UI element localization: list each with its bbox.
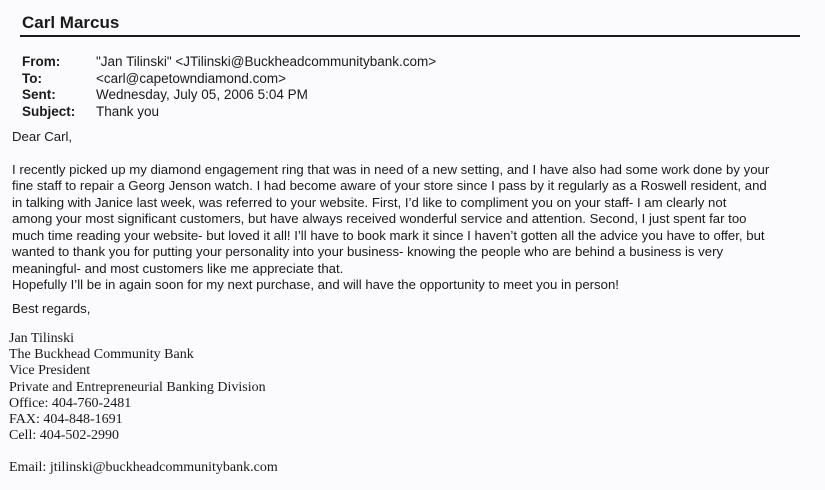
signature-division: Private and Entrepreneurial Banking Division [9, 379, 266, 395]
paragraph-line: wanted to thank you for putting your personality into your business- knowing the people who are behind a business is very [12, 244, 724, 259]
paragraph-line: in talking with Janice last week, was referred to your website. First, I’d like to compliment you on your staff- I am clearly not [12, 194, 727, 210]
mailbox-owner-name: Carl Marcus [22, 13, 120, 32]
from-value: "Jan Tilinski" <JTilinski@Buckheadcommunitybank.com> [96, 54, 437, 69]
subject-value: Thank you [96, 103, 160, 119]
email-body [12, 129, 820, 294]
signature-fax: FAX: 404-848-1691 [9, 412, 123, 428]
subject-label: Subject: [22, 103, 76, 119]
to-label: To: [22, 70, 42, 86]
message-paragraph [12, 162, 820, 294]
paragraph-line: I recently picked up my diamond engagement ring that was in need of a new setting, and I have also had some work done by your [12, 161, 770, 177]
from-label: From: [22, 54, 61, 69]
closing: Best regards, [12, 301, 91, 316]
signature-block [9, 331, 266, 444]
signature-title: Vice President [9, 363, 91, 379]
header-divider [20, 35, 800, 37]
signature-office-phone: Office: 404-760-2481 [9, 395, 132, 411]
sent-value: Wednesday, July 05, 2006 5:04 PM [96, 87, 308, 102]
signature-company: The Buckhead Community Bank [9, 347, 194, 363]
signature-name: Jan Tilinski [9, 331, 74, 346]
paragraph-line: meaningful- and most customers like me appreciate that. [12, 260, 344, 276]
signature-email: Email: jtilinski@buckheadcommunitybank.com [9, 460, 278, 475]
sent-label: Sent: [22, 87, 56, 102]
to-value: <carl@capetowndiamond.com> [96, 70, 287, 86]
paragraph-line: among your most significant customers, but have always received wonderful service and attention. Second, I just spent far too [12, 211, 747, 226]
signature-cell: Cell: 404-502-2990 [9, 428, 120, 444]
paragraph-line: fine staff to repair a Georg Jenson watch. I had become aware of your store since I pass by it regularly as a Roswell resident, and [12, 178, 767, 193]
paragraph-line: Hopefully I’ll be in again soon for my next purchase, and will have the opportunity to meet you in person! [12, 277, 619, 292]
greeting: Dear Carl, [12, 129, 73, 144]
paragraph-line: much time reading your website- but loved it all! I’ll have to book mark it since I haven’t gotten all the advice you have to offer, but [12, 227, 765, 243]
